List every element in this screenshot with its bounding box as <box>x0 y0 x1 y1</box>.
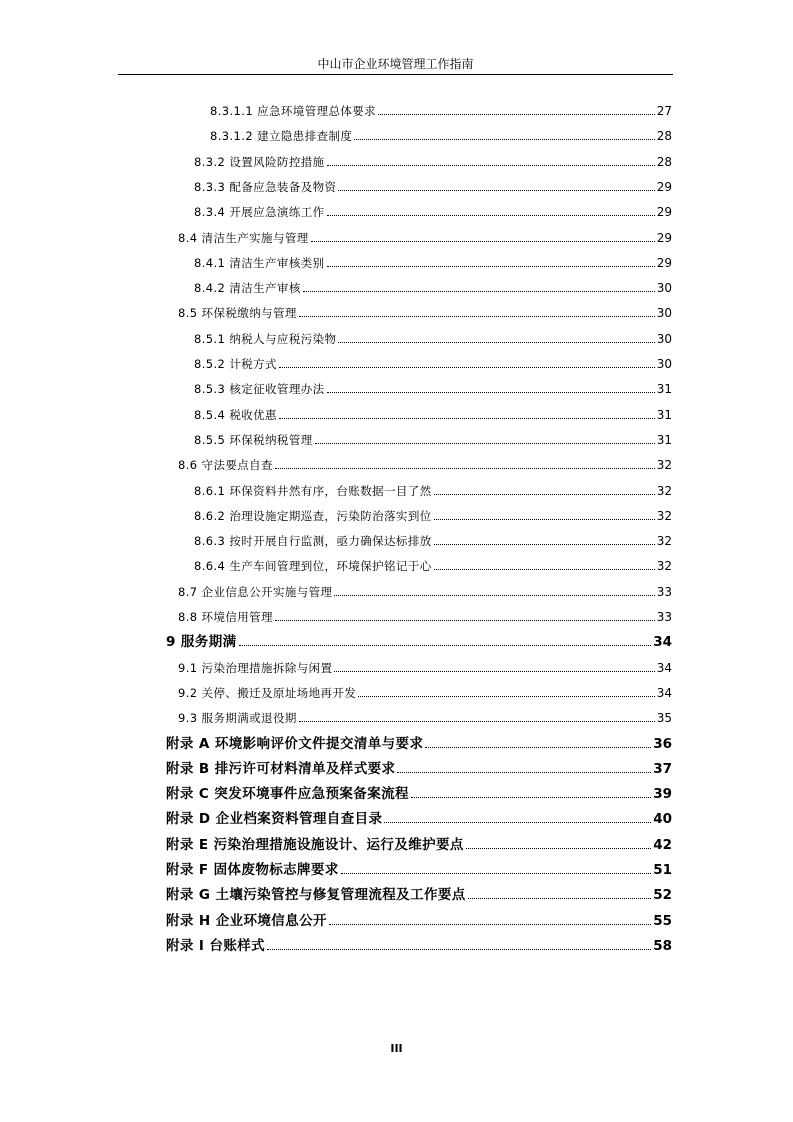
toc-entry[interactable] <box>194 529 672 549</box>
page-header: 中山市企业环境管理工作指南 <box>118 54 673 75</box>
toc-leader-dots <box>468 897 652 899</box>
toc-leader-dots <box>275 619 655 621</box>
toc-entry-page: 31 <box>656 382 672 396</box>
toc-entry[interactable] <box>194 327 672 347</box>
toc-leader-dots <box>378 113 655 115</box>
toc-entry[interactable] <box>178 301 672 321</box>
toc-leader-dots <box>434 518 655 520</box>
toc-leader-dots <box>299 315 655 317</box>
toc-entry-label: 8.6.4 生产车间管理到位，环境保护铭记于心 <box>194 559 432 573</box>
toc-leader-dots <box>358 695 654 697</box>
toc-entry-label: 8.6.1 环保资料井然有序，台账数据一目了然 <box>194 484 432 498</box>
toc-entry[interactable] <box>166 909 672 929</box>
toc-entry-label: 8.3.3 配备应急装备及物资 <box>194 180 337 194</box>
toc-leader-dots <box>434 568 655 570</box>
toc-entry[interactable] <box>178 580 672 600</box>
toc-entry[interactable] <box>194 403 672 423</box>
toc-entry[interactable] <box>178 453 672 473</box>
toc-entry-page: 32 <box>656 509 672 523</box>
toc-leader-dots <box>327 214 655 216</box>
toc-entry[interactable] <box>166 782 672 802</box>
toc-entry[interactable] <box>178 605 672 625</box>
toc-entry-label: 8.5.5 环保税纳税管理 <box>194 433 313 447</box>
toc-entry[interactable] <box>194 554 672 574</box>
toc-leader-dots <box>315 442 655 444</box>
toc-entry[interactable] <box>194 276 672 296</box>
toc-entry[interactable] <box>166 807 672 827</box>
toc-entry-label: 8.4.2 清洁生产审核 <box>194 281 301 295</box>
toc-entry-label: 9.2 关停、搬迁及原址场地再开发 <box>178 686 357 700</box>
toc-leader-dots <box>466 847 651 849</box>
toc-leader-dots <box>267 948 651 950</box>
toc-entry-page: 39 <box>653 786 672 802</box>
toc-entry-label: 8.5 环保税缴纳与管理 <box>178 306 297 320</box>
toc-entry-page: 32 <box>656 534 672 548</box>
toc-entry-label: 附录 D 企业档案资料管理自查目录 <box>166 811 383 827</box>
toc-entry[interactable] <box>194 150 672 170</box>
toc-entry-label: 附录 F 固体废物标志牌要求 <box>166 862 339 878</box>
toc-entry-page: 29 <box>656 231 672 245</box>
toc-leader-dots <box>384 821 651 823</box>
toc-entry-page: 51 <box>653 862 672 878</box>
toc-entry[interactable] <box>210 124 672 144</box>
toc-entry-label: 8.6 守法要点自查 <box>178 458 273 472</box>
toc-leader-dots <box>327 265 655 267</box>
toc-leader-dots <box>434 543 655 545</box>
toc-entry-label: 8.3.4 开展应急演练工作 <box>194 205 325 219</box>
toc-entry-page: 33 <box>656 610 672 624</box>
toc-entry-label: 附录 B 排污许可材料清单及样式要求 <box>166 761 396 777</box>
toc-entry-page: 27 <box>656 104 672 118</box>
toc-entry-label: 8.5.1 纳税人与应税污染物 <box>194 332 337 346</box>
toc-leader-dots <box>434 493 655 495</box>
toc-entry-page: 33 <box>656 585 672 599</box>
toc-entry-page: 35 <box>656 711 672 725</box>
toc-entry[interactable] <box>166 883 672 903</box>
toc-leader-dots <box>334 594 654 596</box>
toc-entry-page: 42 <box>653 837 672 853</box>
toc-leader-dots <box>279 366 655 368</box>
toc-entry[interactable] <box>194 251 672 271</box>
toc-leader-dots <box>354 138 654 140</box>
toc-entry-label: 8.5.2 计税方式 <box>194 357 277 371</box>
toc-leader-dots <box>327 164 655 166</box>
toc-entry-page: 58 <box>653 938 672 954</box>
toc-entry-page: 32 <box>656 559 672 573</box>
toc-entry-label: 附录 H 企业环境信息公开 <box>166 913 327 929</box>
toc-entry-page: 29 <box>656 256 672 270</box>
toc-entry-label: 8.3.1.1 应急环境管理总体要求 <box>210 104 377 118</box>
toc-leader-dots <box>279 417 655 419</box>
toc-entry[interactable] <box>166 934 672 954</box>
toc-entry[interactable] <box>210 99 672 119</box>
toc-entry[interactable] <box>166 757 672 777</box>
toc-entry-label: 9.1 污染治理措施拆除与闲置 <box>178 661 333 675</box>
toc-entry-label: 8.3.2 设置风险防控措施 <box>194 155 325 169</box>
toc-entry-page: 31 <box>656 408 672 422</box>
toc-entry[interactable] <box>194 377 672 397</box>
toc-entry[interactable] <box>178 706 672 726</box>
toc-leader-dots <box>425 746 651 748</box>
toc-entry[interactable] <box>194 479 672 499</box>
toc-entry-page: 40 <box>653 811 672 827</box>
toc-entry-page: 30 <box>656 357 672 371</box>
toc-entry-page: 32 <box>656 484 672 498</box>
toc-entry-label: 8.4 清洁生产实施与管理 <box>178 231 309 245</box>
toc-entry[interactable] <box>194 504 672 524</box>
toc-entry-page: 52 <box>653 887 672 903</box>
toc-entry-label: 8.4.1 清洁生产审核类别 <box>194 256 325 270</box>
toc-entry[interactable] <box>178 656 672 676</box>
toc-entry-label: 8.6.2 治理设施定期巡查，污染防治落实到位 <box>194 509 432 523</box>
toc-entry-page: 30 <box>656 332 672 346</box>
toc-entry-page: 28 <box>656 129 672 143</box>
toc-leader-dots <box>411 796 651 798</box>
toc-entry-page: 29 <box>656 180 672 194</box>
toc-leader-dots <box>334 670 654 672</box>
toc-entry-page: 55 <box>653 913 672 929</box>
toc-entry-label: 8.3.1.2 建立隐患排查制度 <box>210 129 353 143</box>
toc-leader-dots <box>397 771 651 773</box>
toc-entry[interactable] <box>166 732 672 752</box>
toc-entry-label: 附录 G 土壤污染管控与修复管理流程及工作要点 <box>166 887 466 903</box>
toc-entry[interactable] <box>194 352 672 372</box>
toc-entry-label: 附录 E 污染治理措施设施设计、运行及维护要点 <box>166 837 464 853</box>
toc-entry-label: 9 服务期满 <box>166 634 237 650</box>
toc-leader-dots <box>329 923 651 925</box>
toc-entry-page: 28 <box>656 155 672 169</box>
toc-leader-dots <box>275 467 655 469</box>
toc-entry[interactable] <box>178 681 672 701</box>
toc-entry-page: 29 <box>656 205 672 219</box>
toc-leader-dots <box>338 341 654 343</box>
toc-entry-page: 34 <box>653 634 672 650</box>
toc-entry[interactable] <box>194 200 672 220</box>
toc-entry-label: 8.5.3 核定征收管理办法 <box>194 382 325 396</box>
toc-entry-label: 8.8 环境信用管理 <box>178 610 273 624</box>
toc-entry-label: 附录 I 台账样式 <box>166 938 266 954</box>
toc-entry-label: 8.5.4 税收优惠 <box>194 408 277 422</box>
toc-leader-dots <box>338 189 654 191</box>
toc-leader-dots <box>303 290 655 292</box>
toc-entry-label: 附录 C 突发环境事件应急预案备案流程 <box>166 786 409 802</box>
toc-leader-dots <box>341 872 651 874</box>
toc-entry-page: 37 <box>653 761 672 777</box>
toc-leader-dots <box>239 644 652 646</box>
page-number: III <box>390 1042 403 1055</box>
toc-leader-dots <box>327 391 655 393</box>
toc-entry-label: 附录 A 环境影响评价文件提交清单与要求 <box>166 736 424 752</box>
toc-entry[interactable] <box>166 833 672 853</box>
toc-entry-page: 36 <box>653 736 672 752</box>
toc-entry-page: 34 <box>656 686 672 700</box>
toc-entry-page: 34 <box>656 661 672 675</box>
toc-leader-dots <box>299 720 655 722</box>
toc-entry-page: 30 <box>656 281 672 295</box>
toc-entry-label: 9.3 服务期满或退役期 <box>178 711 297 725</box>
toc-entry[interactable] <box>166 858 672 878</box>
toc-entry[interactable] <box>166 630 672 650</box>
toc-entry-page: 32 <box>656 458 672 472</box>
toc-entry-label: 8.7 企业信息公开实施与管理 <box>178 585 333 599</box>
toc-entry-page: 30 <box>656 306 672 320</box>
toc-entry-label: 8.6.3 按时开展自行监测，亟力确保达标排放 <box>194 534 432 548</box>
toc-entry-page: 31 <box>656 433 672 447</box>
toc-entry[interactable] <box>178 226 672 246</box>
toc-entry[interactable] <box>194 428 672 448</box>
toc-leader-dots <box>311 240 655 242</box>
toc-entry[interactable] <box>194 175 672 195</box>
